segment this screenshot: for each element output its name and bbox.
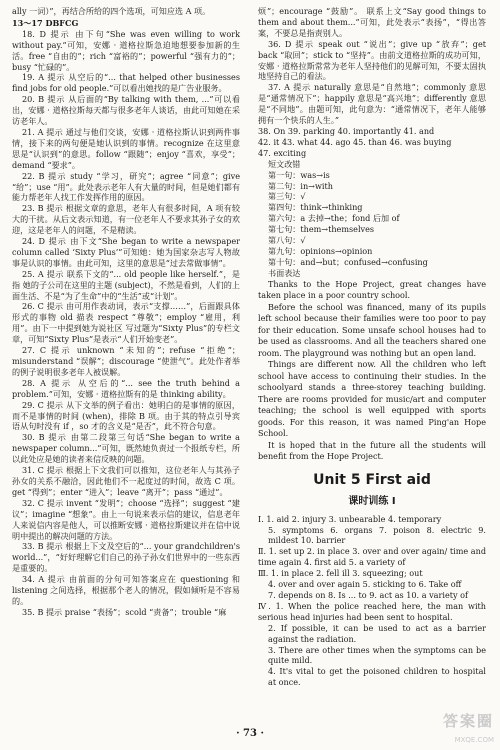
drill-line: Ⅰ. 1. aid 2. injury 3. unbearable 4. temporary <box>258 513 442 524</box>
watermark-logo <box>396 712 496 746</box>
answer-item: 烦”；encourage “鼓励”。 联系上文“Say good things to them and about them...”可知，此处表示“表扬”，“得出答案，不要总是指责别人。 <box>258 6 486 38</box>
drill-line: 7. depends on 8. Is ... to 9. act as 10. a variety of <box>268 590 469 600</box>
answer-item: 36. D 提示 speak out “说出”；give up “放弃”；get back “取回”；stick to “坚持”。由前文道格拉斯的成功可知，安娜 · 道格拉斯常常为老年人坚持他们的见解可知，不要太固执地坚持自己的看法。 <box>258 38 486 82</box>
answer-line: 38. On 39. parking 40. importantly 41. and <box>258 125 435 136</box>
answer-item: 19. A 提示 从空后的“... that helped other businesses find jobs for old people.”可以看出她找的是广告业服务。 <box>12 72 240 94</box>
correction-line: 第八句：√ <box>268 235 306 246</box>
answer-item: 13～17 DBFCG <box>12 17 79 28</box>
drill-line: 4. over and over again 5. sticking to 6. Take off <box>268 579 462 590</box>
answer-item: 30. B 提示 由第二段第三句话“She began to write a newspaper column...”可知，既然她负责过一个报纸专栏，所以此处应是她的读者来信反映的问题。 <box>12 432 240 465</box>
unit-title: Unit 5 First aid <box>313 471 431 488</box>
watermark-url: MXQE.COM <box>454 736 494 745</box>
correction-answers <box>258 170 486 268</box>
correction-line: 第七句：them→themselves <box>268 224 375 235</box>
correction-line: 第一句：was→is <box>268 169 330 180</box>
drill-line: Ⅱ. 1. set up 2. in place 3. over and over again/ time and time again 4. first aid 5. a variety of <box>258 546 486 568</box>
answer-line: 47. exciting <box>258 147 307 158</box>
essay-paragraph: It is hoped that in the future all the students will benefit from the Hope Project. <box>258 439 486 462</box>
drill-line: 2. If possible, it can be used to act as a barrier against the radiation. <box>268 622 486 644</box>
correction-line: 第三句：√ <box>268 191 306 202</box>
answer-item: ally 一词）”，再结合所给的四个选项，可知应选 A 项。 <box>12 6 211 16</box>
answer-item: 20. B 提示 从后面的“By talking with them, ...”可以看出，安娜 · 道格拉斯每天都与很多老年人谈话，由此可知她在采访老年人。 <box>12 94 240 127</box>
right-column <box>258 6 486 688</box>
correction-line: 第四句：think→thinking <box>268 202 363 213</box>
exercise-page <box>12 6 490 726</box>
model-essay <box>258 279 486 463</box>
answer-item: 22. B 提示 study “学习，研究”；agree “同意”；give “给”；use “用”。此处表示老年人有大量的时间，但是她们都有能力帮老年人找工作发挥作用的原因。 <box>12 170 240 203</box>
answer-line: 42. it 43. what 44. ago 45. than 46. was buying <box>258 136 452 147</box>
drill-line: 3. There are other times when the symptoms can be quite mild. <box>268 644 486 666</box>
answer-item: 37. A 提示 naturally 意思是“自然地”；commonly 意思是“通常情况下”；happily 意思是“高兴地”；differently 意思是“不同地”。由题可知，此句意为：“通常情况下，老年人能够拥有一个快乐的人生。” <box>258 82 486 126</box>
answer-item: 29. C 提示 从下文举的例子看出：她明白的是事情的原因，而不是事情的时间 (when)，排除 B 项。由于其的特点引导宾语从句时没有 if ，so 才的含义是“是否”，此不符合句意。 <box>12 399 240 432</box>
lesson-subtitle: 课时训练 Ⅰ <box>348 495 396 507</box>
answer-item: 32. C 提示 invent “发明”；choose “选择”；suggest “建议”；imagine “想象”。由上一句说来表示信的建议，信息老年人来说信内容是他人，可以推断安娜 · 道格拉斯建议并在信中说明中提出的解决问题的方法。 <box>12 497 240 541</box>
answer-item: 21. A 提示 通过与他们交谈，安娜 · 道格拉斯认识到两件事情，接下来的两句便是她认识到的事情。recognize 在这里意思是“认识到”的意思。follow “跟随”；enjoy “喜欢，享受”；demand “要求”。 <box>12 126 240 170</box>
left-column <box>12 6 240 618</box>
correction-line: 第二句：in→with <box>268 180 333 191</box>
correction-title: 短文改错 <box>268 158 301 169</box>
drill-line: Ⅳ. 1. When the police reached here, the man with serious head injuries had been sent to hospital. <box>258 600 486 622</box>
correction-line: 第九句：opinions→opinion <box>268 245 373 256</box>
answer-item: 34. A 提示 由前面的分句可知答案应在 questioning 和 listening 之间选择，根据那个老人的情况，假如倾听是不容易的。 <box>12 574 240 606</box>
answer-item: 35. B 提示 praise “表扬”；scold “责备”；trouble “麻 <box>22 606 227 617</box>
drill-line: 4. It's vital to get the poisoned children to hospital at once. <box>268 666 486 688</box>
answer-item: 26. C 提示 由可用作表动词，表示“支撑……”，后面跟具体形式的事物 old 描表 respect “尊敬”；employ “雇用，利用”。由下一中提到她为说社区 写过题为“Sixty Plus”的专栏文章，可知“Sixty Plus”是表示“人们开始变老”。 <box>12 301 240 345</box>
unit-drill-answers <box>258 514 486 689</box>
answer-item: 24. D 提示 由下文“She began to write a newspaper column called ‘Sixty Plus’”可知她：她为国家杂志写人物故事是认识的事情。由此可知，这里的意思是“过去常做事情”。 <box>12 236 240 268</box>
watermark-logo-text: 答案圈 <box>442 712 494 730</box>
answer-item: 18. D 提示 由下句“She was even willing to work without pay.”可知，安娜 · 道格拉斯急迫地想要参加新的生活。free “自由的”；rich “富裕的”；powerful “强有力的”；busy “忙碌的”。 <box>12 28 240 72</box>
answer-item: 23. B 提示 根据文章的意思，老年人有很多时间，A 项有较大的干扰。从后文表示知道，有一位老年人不要求其孙子女的欢迎，这是老年人的问题，不是精读。 <box>12 203 240 236</box>
essay-paragraph: Before the school was financed, many of its pupils left school because their families were too poor to pay for their education. Some unsafe school houses had to be used as classrooms. And all the teachers shared one room. The playground was nothing but an open land. <box>258 301 486 358</box>
answer-explanations-continued <box>258 6 486 126</box>
writing-title: 书面表达 <box>268 267 301 278</box>
answer-item: 28. A 提示 从空后的“... see the truth behind a problem.”可知，安娜 · 道格拉斯有的是 thinking ability。 <box>12 377 240 399</box>
essay-paragraph: Thanks to the Hope Project, great changes have taken place in a poor country school. <box>258 278 486 301</box>
drill-line: 5. symptoms 6. organs 7. poison 8. electric 9. mildest 10. barrier <box>268 524 486 546</box>
answer-item: 25. A 提示 联系下文的“... old people like herself.”，是指 她的子公司在这里的主题 (subject)，不然是看到，人们的上面生活、不是“为了生命”中的“生活”或“计划”。 <box>12 268 240 301</box>
answer-explanations <box>12 6 240 618</box>
essay-paragraph: Things are different now. All the children who left school have access to continuing their studies. In the schoolyard stands a three-storey teaching building. There are rooms provided for music/art and computer teaching; the school is well equipped with sports goods. For this reason, it was named Ping'an Hope School. <box>258 359 486 439</box>
grammar-fill-answers <box>258 126 486 159</box>
correction-line: 第十句：and→but；confused→confusing <box>268 256 428 267</box>
correction-line: 第六句：a 去掉→the；fond 后加 of <box>268 213 400 224</box>
page-number: · 73 · <box>236 728 264 739</box>
answer-item: 31. C 提示 根据上下文我们可以推知，这位老年人与其孙子孙女的关系不融洽，因此他们不一起度过的时间，故选 C 项。get “得到”；enter “进入”；leave “离开”；pass “通过”。 <box>12 465 240 497</box>
answer-item: 27. C 提示 unknown “未知的”；refuse “拒绝”；misunderstand “误解”；discourage “使泄气”。此处作者举的例子说明很多老年人被误解。 <box>12 345 240 377</box>
answer-item: 33. B 提示 根据上下文及空后的“... your grandchildren's world...”，“好好理解它们自己的孙子孙女们世界中的一些东西是重要的。 <box>12 541 240 574</box>
drill-line: Ⅲ. 1. in place 2. fell ill 3. squeezing; out <box>258 568 423 579</box>
